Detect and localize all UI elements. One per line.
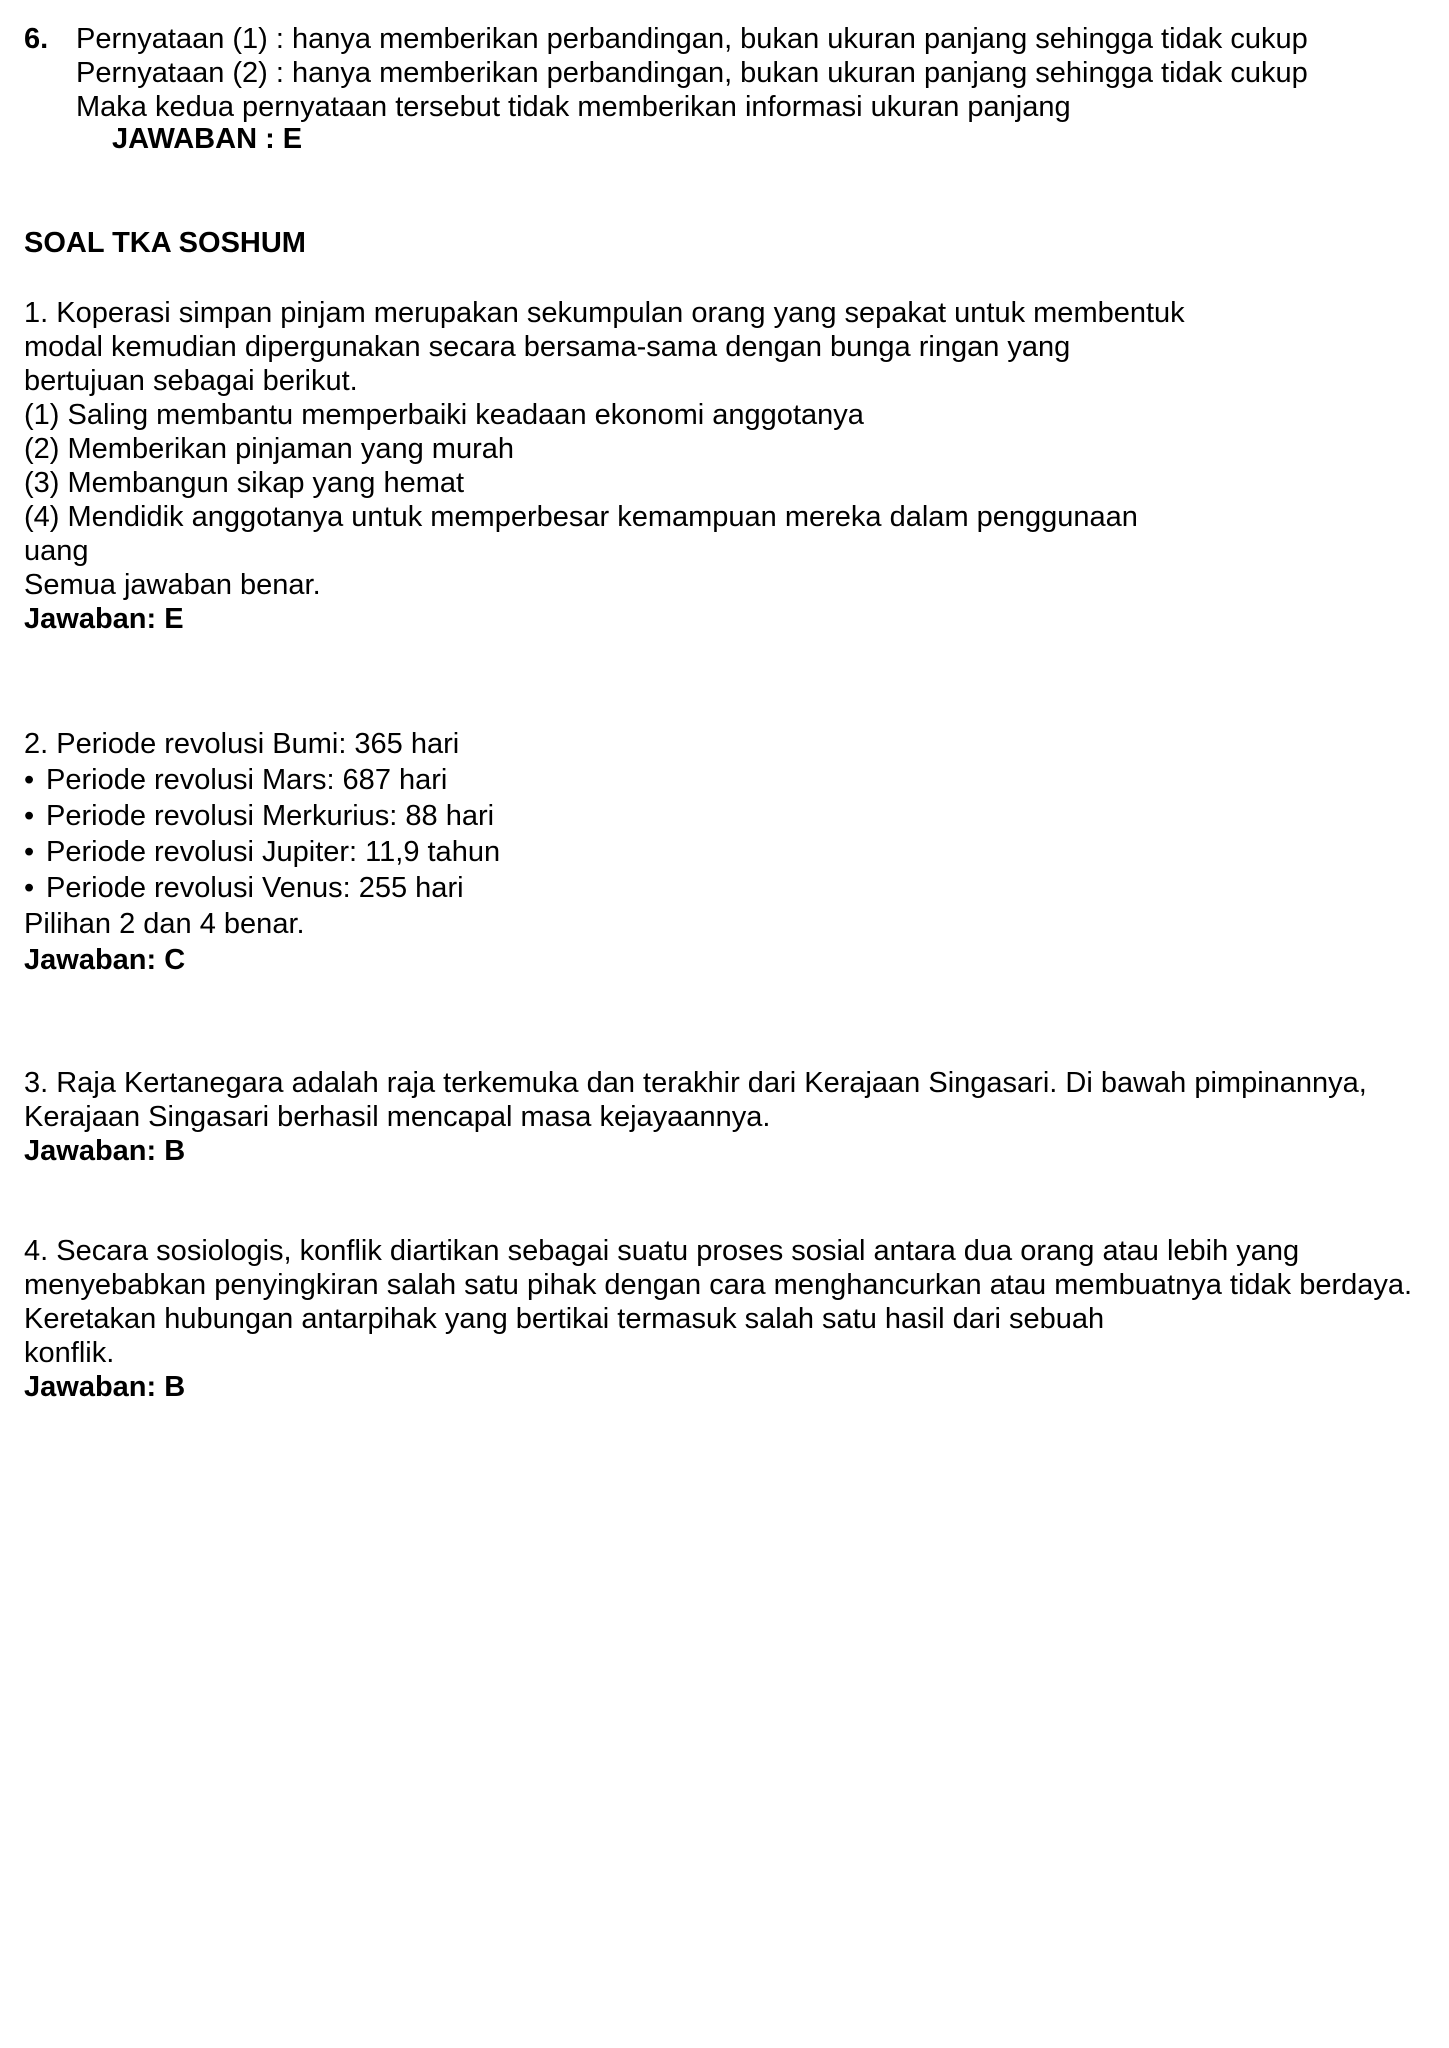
question-1-line: bertujuan sebagai berikut. xyxy=(24,365,358,397)
question-4-line: 4. Secara sosiologis, konflik diartikan sebagai suatu proses sosial antara dua orang atau lebih yang xyxy=(24,1235,1300,1267)
question-3-line: 3. Raja Kertanegara adalah raja terkemuka dan terakhir dari Kerajaan Singasari. Di bawah pimpinannya, xyxy=(24,1067,1367,1099)
question-1-option-1: (1) Saling membantu memperbaiki keadaan ekonomi anggotanya xyxy=(24,399,864,431)
question-2-bullet: • Periode revolusi Venus: 255 hari xyxy=(24,870,500,906)
question-2-note: Pilihan 2 dan 4 benar. xyxy=(24,908,305,940)
item-6-answer: JAWABAN : E xyxy=(112,123,303,155)
item-6-conclusion-line: Maka kedua pernyataan tersebut tidak memberikan informasi ukuran panjang xyxy=(76,91,1071,123)
item-6-number: 6. xyxy=(24,23,49,55)
question-4-line: menyebabkan penyingkiran salah satu pihak dengan cara menghancurkan atau membuatnya tidak berdaya. xyxy=(24,1269,1413,1301)
question-2-answer: Jawaban: C xyxy=(24,944,186,976)
question-4-answer: Jawaban: B xyxy=(24,1371,186,1403)
question-4-line: Keretakan hubungan antarpihak yang bertikai termasuk salah satu hasil dari sebuah xyxy=(24,1303,1105,1335)
question-2 xyxy=(24,726,500,978)
question-4-line: konflik. xyxy=(24,1337,115,1369)
question-3-line: Kerajaan Singasari berhasil mencapal masa kejayaannya. xyxy=(24,1101,771,1133)
question-3-answer: Jawaban: B xyxy=(24,1135,186,1167)
section-heading: SOAL TKA SOSHUM xyxy=(24,227,306,259)
question-4 xyxy=(24,1234,1412,1404)
question-1-option-4: (4) Mendidik anggotanya untuk memperbesar kemampuan mereka dalam penggunaan xyxy=(24,501,1138,533)
question-1-option-2: (2) Memberikan pinjaman yang murah xyxy=(24,433,514,465)
question-1-option-3: (3) Membangun sikap yang hemat xyxy=(24,467,465,499)
question-1-note: Semua jawaban benar. xyxy=(24,569,321,601)
question-1 xyxy=(24,296,1185,636)
item-6-statement-line: Pernyataan (2) : hanya memberikan perbandingan, bukan ukuran panjang sehingga tidak cukup xyxy=(76,57,1308,89)
item-6-statements xyxy=(76,22,1308,124)
question-1-line: 1. Koperasi simpan pinjam merupakan sekumpulan orang yang sepakat untuk membentuk xyxy=(24,297,1185,329)
question-2-bullet: • Periode revolusi Merkurius: 88 hari xyxy=(24,798,500,834)
question-1-option-4-cont: uang xyxy=(24,535,89,567)
question-3 xyxy=(24,1066,1367,1168)
item-6-statement-line: Pernyataan (1) : hanya memberikan perbandingan, bukan ukuran panjang sehingga tidak cukup xyxy=(76,23,1308,55)
question-2-bullet: • Periode revolusi Jupiter: 11,9 tahun xyxy=(24,834,500,870)
question-2-intro: 2. Periode revolusi Bumi: 365 hari xyxy=(24,728,460,760)
question-1-line: modal kemudian dipergunakan secara bersama-sama dengan bunga ringan yang xyxy=(24,331,1071,363)
question-1-answer: Jawaban: E xyxy=(24,603,184,635)
question-2-bullet: • Periode revolusi Mars: 687 hari xyxy=(24,762,500,798)
